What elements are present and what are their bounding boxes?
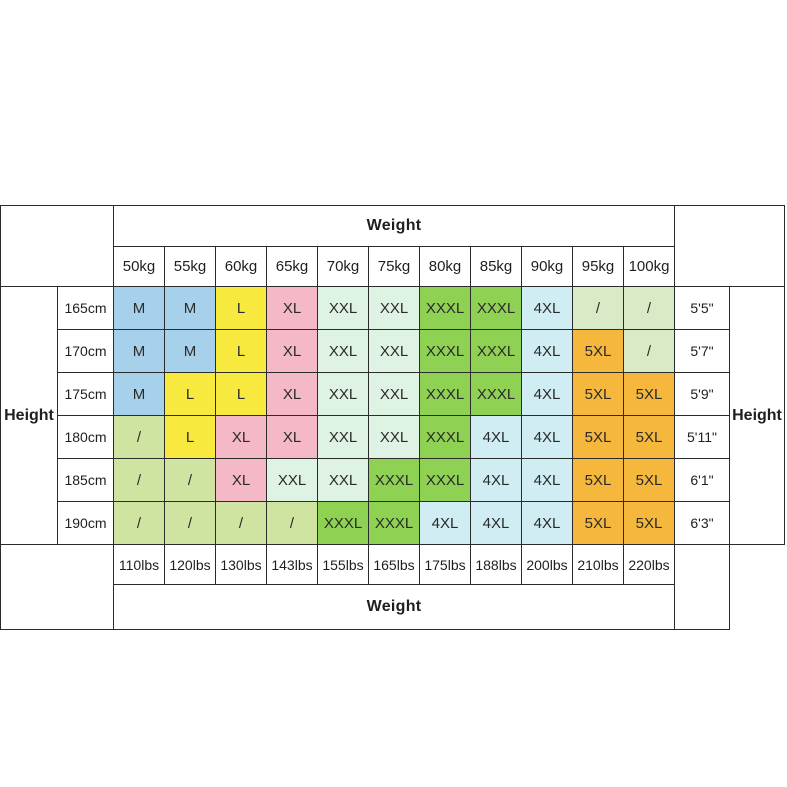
size-cell: 4XL bbox=[522, 416, 573, 459]
height-ft-cell: 5'7" bbox=[675, 330, 730, 373]
r-btitle bbox=[1, 585, 785, 630]
size-cell: / bbox=[165, 459, 216, 502]
size-cell: L bbox=[216, 373, 267, 416]
size-cell: L bbox=[216, 330, 267, 373]
size-cell: XXXL bbox=[420, 459, 471, 502]
size-cell: 4XL bbox=[522, 373, 573, 416]
size-cell: M bbox=[114, 287, 165, 330]
weight-header-bottom: Weight bbox=[114, 585, 675, 630]
weight-kg-header: 50kg bbox=[114, 247, 165, 287]
weight-kg-header: 100kg bbox=[624, 247, 675, 287]
weight-kg-header: 60kg bbox=[216, 247, 267, 287]
weight-kg-header: 65kg bbox=[267, 247, 318, 287]
size-cell: / bbox=[114, 416, 165, 459]
size-cell: XL bbox=[267, 416, 318, 459]
size-cell: / bbox=[165, 502, 216, 545]
size-cell: XXL bbox=[318, 287, 369, 330]
size-cell: / bbox=[114, 459, 165, 502]
size-cell: 4XL bbox=[522, 502, 573, 545]
size-cell: / bbox=[624, 287, 675, 330]
weight-lbs-header: 210lbs bbox=[573, 545, 624, 585]
size-cell: XL bbox=[267, 287, 318, 330]
size-cell: 5XL bbox=[624, 502, 675, 545]
size-cell: XXL bbox=[369, 373, 420, 416]
weight-lbs-header: 110lbs bbox=[114, 545, 165, 585]
size-cell: XXXL bbox=[420, 416, 471, 459]
weight-lbs-header: 188lbs bbox=[471, 545, 522, 585]
weight-kg-header: 80kg bbox=[420, 247, 471, 287]
size-chart-table bbox=[0, 205, 785, 630]
size-cell: XL bbox=[267, 330, 318, 373]
weight-kg-header: 95kg bbox=[573, 247, 624, 287]
weight-kg-header: 90kg bbox=[522, 247, 573, 287]
size-cell: 4XL bbox=[522, 459, 573, 502]
size-cell: / bbox=[624, 330, 675, 373]
size-cell: XXL bbox=[318, 416, 369, 459]
height-label-left: Height bbox=[1, 287, 58, 545]
size-cell: XXXL bbox=[420, 373, 471, 416]
weight-lbs-header: 220lbs bbox=[624, 545, 675, 585]
corner-bottom-left bbox=[1, 545, 114, 630]
height-label-right: Height bbox=[730, 287, 785, 545]
size-cell: L bbox=[165, 416, 216, 459]
size-cell: XXXL bbox=[369, 459, 420, 502]
size-cell: M bbox=[114, 373, 165, 416]
weight-lbs-header: 130lbs bbox=[216, 545, 267, 585]
size-cell: XL bbox=[216, 459, 267, 502]
weight-lbs-header: 143lbs bbox=[267, 545, 318, 585]
size-cell: XL bbox=[267, 373, 318, 416]
size-cell: XXXL bbox=[318, 502, 369, 545]
size-cell: 4XL bbox=[522, 287, 573, 330]
size-cell: 4XL bbox=[471, 459, 522, 502]
weight-kg-header: 70kg bbox=[318, 247, 369, 287]
size-cell: M bbox=[165, 287, 216, 330]
r-data bbox=[1, 459, 785, 502]
height-cm-cell: 180cm bbox=[58, 416, 114, 459]
size-cell: 5XL bbox=[573, 459, 624, 502]
weight-lbs-header: 155lbs bbox=[318, 545, 369, 585]
size-cell: XXXL bbox=[420, 287, 471, 330]
size-cell: 4XL bbox=[471, 416, 522, 459]
weight-lbs-header: 165lbs bbox=[369, 545, 420, 585]
corner-top-left bbox=[1, 206, 114, 287]
r-title bbox=[1, 206, 785, 247]
size-cell: XXL bbox=[369, 330, 420, 373]
weight-lbs-header: 120lbs bbox=[165, 545, 216, 585]
size-cell: 4XL bbox=[420, 502, 471, 545]
size-cell: 5XL bbox=[573, 330, 624, 373]
size-cell: 4XL bbox=[471, 502, 522, 545]
r-data bbox=[1, 502, 785, 545]
height-cm-cell: 165cm bbox=[58, 287, 114, 330]
r-kg bbox=[1, 247, 785, 287]
size-cell: XL bbox=[216, 416, 267, 459]
size-cell: XXXL bbox=[471, 287, 522, 330]
r-data bbox=[1, 330, 785, 373]
weight-lbs-header: 200lbs bbox=[522, 545, 573, 585]
size-cell: 5XL bbox=[624, 373, 675, 416]
weight-header-top: Weight bbox=[114, 206, 675, 247]
size-cell: 4XL bbox=[522, 330, 573, 373]
height-ft-cell: 6'3" bbox=[675, 502, 730, 545]
height-ft-cell: 5'5" bbox=[675, 287, 730, 330]
height-ft-cell: 5'9" bbox=[675, 373, 730, 416]
size-cell: XXXL bbox=[420, 330, 471, 373]
size-cell: M bbox=[165, 330, 216, 373]
size-cell: 5XL bbox=[573, 502, 624, 545]
height-ft-cell: 6'1" bbox=[675, 459, 730, 502]
r-data bbox=[1, 373, 785, 416]
r-lbs bbox=[1, 545, 785, 585]
height-cm-cell: 190cm bbox=[58, 502, 114, 545]
size-cell: / bbox=[573, 287, 624, 330]
size-cell: XXL bbox=[369, 287, 420, 330]
size-cell: XXL bbox=[318, 459, 369, 502]
weight-kg-header: 75kg bbox=[369, 247, 420, 287]
size-cell: 5XL bbox=[624, 416, 675, 459]
size-cell: XXL bbox=[369, 416, 420, 459]
weight-kg-header: 55kg bbox=[165, 247, 216, 287]
corner-bottom-right bbox=[675, 545, 730, 630]
size-cell: XXL bbox=[267, 459, 318, 502]
size-cell: / bbox=[267, 502, 318, 545]
weight-kg-header: 85kg bbox=[471, 247, 522, 287]
r-data bbox=[1, 287, 785, 330]
size-cell: XXXL bbox=[369, 502, 420, 545]
r-data bbox=[1, 416, 785, 459]
size-cell: XXXL bbox=[471, 330, 522, 373]
height-ft-cell: 5'11" bbox=[675, 416, 730, 459]
outside-area bbox=[730, 545, 785, 630]
height-cm-cell: 170cm bbox=[58, 330, 114, 373]
height-cm-cell: 185cm bbox=[58, 459, 114, 502]
corner-top-right bbox=[675, 206, 785, 287]
size-cell: XXL bbox=[318, 330, 369, 373]
size-cell: / bbox=[114, 502, 165, 545]
height-cm-cell: 175cm bbox=[58, 373, 114, 416]
size-cell: M bbox=[114, 330, 165, 373]
size-cell: XXXL bbox=[471, 373, 522, 416]
size-cell: 5XL bbox=[624, 459, 675, 502]
size-cell: L bbox=[216, 287, 267, 330]
size-cell: L bbox=[165, 373, 216, 416]
size-cell: / bbox=[216, 502, 267, 545]
weight-lbs-header: 175lbs bbox=[420, 545, 471, 585]
size-cell: 5XL bbox=[573, 416, 624, 459]
size-cell: 5XL bbox=[573, 373, 624, 416]
size-cell: XXL bbox=[318, 373, 369, 416]
